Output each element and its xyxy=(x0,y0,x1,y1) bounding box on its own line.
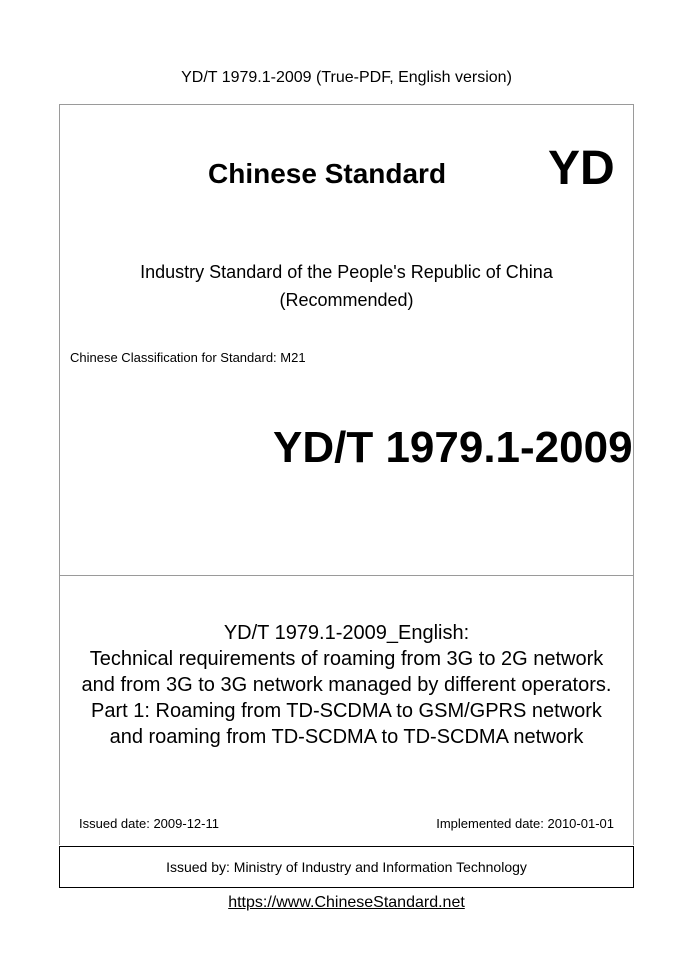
standard-description xyxy=(59,620,634,750)
description-line: Part 1: Roaming from TD-SCDMA to GSM/GPRS network xyxy=(91,700,602,722)
description-line: and roaming from TD-SCDMA to TD-SCDMA network xyxy=(109,726,584,748)
issuer-text: Issued by: Ministry of Industry and Information Technology xyxy=(166,859,527,875)
implemented-date: Implemented date: 2010-01-01 xyxy=(436,816,614,831)
recommended-label: (Recommended) xyxy=(279,290,414,310)
description-line: Technical requirements of roaming from 3G to 2G network xyxy=(89,648,604,670)
industry-standard-line: Industry Standard of the People's Republic of China xyxy=(140,262,553,282)
chinese-standard-title: Chinese Standard xyxy=(208,158,447,189)
issued-date: Issued date: 2009-12-11 xyxy=(79,816,219,831)
classification-label: Chinese Classification for Standard: M21 xyxy=(70,350,306,365)
issuer-box xyxy=(59,846,634,888)
yd-mark: YD xyxy=(548,142,615,195)
website-link[interactable]: https://www.ChineseStandard.net xyxy=(228,894,465,911)
document-header: YD/T 1979.1-2009 (True-PDF, English version) xyxy=(181,69,512,86)
description-line: and from 3G to 3G network managed by different operators. xyxy=(81,674,612,696)
standard-number: YD/T 1979.1-2009 xyxy=(273,423,633,472)
footer xyxy=(0,893,693,913)
description-line: YD/T 1979.1-2009_English: xyxy=(223,622,470,644)
